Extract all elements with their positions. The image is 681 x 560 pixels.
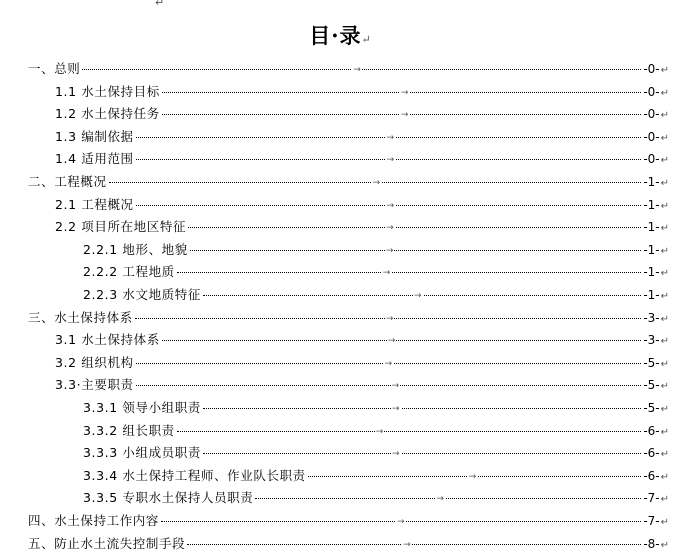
toc-entry[interactable]	[83, 239, 669, 262]
paragraph-mark: ↵	[155, 0, 165, 9]
dot-leader	[136, 381, 642, 392]
tab-mark: →	[391, 375, 401, 398]
paragraph-mark: ↵	[660, 336, 669, 348]
toc-entry-page: -3-	[643, 333, 660, 348]
toc-entry[interactable]	[83, 465, 669, 488]
toc-entry-label: 3.3.2 组长职责	[83, 422, 175, 438]
toc-entry-label: 2.2.2 工程地质	[83, 264, 175, 280]
tab-mark: →	[400, 104, 410, 127]
toc-entry-label: 1.4 适用范围	[55, 151, 134, 167]
dot-leader	[308, 471, 642, 482]
toc-entry-label: 1.1 水土保持目标	[55, 83, 160, 99]
tab-mark: →	[387, 330, 397, 353]
toc-entry-page: -1-	[643, 197, 660, 212]
paragraph-mark: ↵	[660, 268, 669, 280]
dot-leader	[187, 539, 641, 550]
tab-mark: →	[400, 82, 410, 105]
paragraph-mark: ↵	[660, 223, 669, 235]
paragraph-mark: ↵	[660, 65, 669, 76]
toc-entry-page: -5-	[643, 401, 660, 415]
toc-entry-page: -5-	[643, 378, 660, 393]
toc-entry[interactable]	[83, 487, 669, 510]
paragraph-mark: ↵	[660, 110, 669, 122]
dot-leader	[162, 87, 641, 98]
toc-entry-label: 1.2 水土保持任务	[55, 106, 160, 122]
toc-entry[interactable]	[55, 216, 669, 239]
toc-entry-label: 三、水土保持体系	[28, 309, 133, 325]
tab-mark: →	[386, 127, 396, 150]
paragraph-mark: ↵	[660, 426, 669, 438]
paragraph-mark: ↵	[660, 358, 669, 370]
toc-entry[interactable]	[83, 442, 669, 465]
toc-entry-page: -1-	[643, 242, 660, 257]
dot-leader	[162, 110, 641, 121]
tab-mark: →	[385, 308, 395, 331]
dot-leader	[177, 426, 642, 437]
toc-entry-label: 四、水土保持工作内容	[28, 513, 160, 528]
toc-entry[interactable]	[83, 397, 669, 420]
toc-entry-label: 五、防止水土流失控制手段	[28, 535, 186, 551]
paragraph-mark: ↵	[660, 155, 669, 167]
tab-mark: →	[385, 217, 395, 240]
toc-entry-page: -6-	[643, 468, 660, 483]
dot-leader	[161, 517, 641, 527]
toc-entry[interactable]	[83, 420, 669, 443]
dot-leader	[109, 178, 642, 188]
toc-entry[interactable]	[28, 307, 669, 330]
tab-mark: →	[396, 511, 406, 534]
tab-mark: →	[352, 59, 362, 82]
tab-mark: →	[435, 488, 445, 511]
toc-entry-label: 3.3.3 小组成员职责	[83, 445, 201, 461]
tab-mark: →	[384, 353, 394, 376]
tab-mark: →	[402, 534, 412, 557]
paragraph-mark: ↵	[660, 381, 669, 393]
paragraph-mark: ↵	[660, 471, 669, 483]
toc-entry-page: -8-	[643, 536, 660, 551]
toc-entry-page: -6-	[643, 423, 660, 438]
dot-leader	[255, 494, 641, 505]
toc-entry-page: -1-	[643, 175, 660, 189]
dot-leader	[136, 132, 642, 143]
dot-leader	[203, 291, 641, 301]
toc-entry-label: 3.3.5 专职水土保持人员职责	[83, 490, 254, 506]
toc-entry-label: 3.2 组织机构	[55, 354, 134, 370]
toc-entry-label: 一、总则	[28, 61, 81, 76]
toc-entry-label: 1.3 编制依据	[55, 128, 134, 144]
toc-entry-page: -6-	[643, 446, 660, 461]
dot-leader	[162, 336, 641, 347]
toc-entry-page: -7-	[643, 514, 660, 528]
toc-entry-label: 2.1 工程概况	[55, 196, 134, 212]
paragraph-mark: ↵	[660, 539, 669, 551]
toc-entry-page: -0-	[643, 84, 660, 99]
toc-entry[interactable]	[55, 103, 669, 126]
dot-leader	[82, 65, 641, 75]
toc-entry-label: 2.2.3 水文地质特征	[83, 287, 201, 302]
paragraph-mark: ↵	[660, 449, 669, 461]
toc-entry[interactable]	[28, 533, 669, 556]
dot-leader	[177, 268, 642, 279]
toc-entry-label: 3.1 水土保持体系	[55, 332, 160, 348]
toc-entry-page: -1-	[643, 288, 660, 302]
toc-entry-page: -1-	[643, 265, 660, 280]
paragraph-mark: ↵	[660, 132, 669, 144]
toc-entry-page: -3-	[643, 310, 660, 325]
toc-entry-label: 二、工程概况	[28, 174, 107, 189]
toc-entry[interactable]	[55, 81, 669, 104]
paragraph-mark: ↵	[660, 200, 669, 212]
paragraph-mark: ↵	[660, 494, 669, 506]
toc-entry-page: -1-	[643, 220, 660, 235]
tab-mark: →	[372, 172, 382, 195]
toc-entry-page: -0-	[643, 129, 660, 144]
toc-entry[interactable]	[83, 261, 669, 284]
toc-entry-page: -0-	[643, 152, 660, 167]
tab-mark: →	[385, 240, 395, 263]
paragraph-mark: ↵	[660, 291, 669, 302]
toc-entry-page: -5-	[643, 355, 660, 370]
paragraph-mark: ↵	[660, 87, 669, 99]
toc-entry[interactable]	[55, 374, 669, 397]
tab-mark: →	[391, 443, 401, 466]
toc-entry[interactable]	[28, 58, 669, 81]
toc-entry-page: -0-	[643, 107, 660, 122]
dot-leader	[136, 200, 642, 211]
toc-entry-label: 3.3·主要职责	[55, 377, 134, 393]
toc-entry-label: 3.3.4 水土保持工程师、作业队长职责	[83, 467, 306, 483]
toc-entry[interactable]	[28, 171, 669, 194]
dot-leader	[136, 358, 642, 369]
toc-entry[interactable]	[55, 148, 669, 171]
tab-mark: →	[386, 149, 396, 172]
toc-entry-label: 2.2.1 地形、地貌	[83, 241, 188, 257]
toc-entry-label: 3.3.1 领导小组职责	[83, 400, 201, 415]
tab-mark: →	[386, 195, 396, 218]
toc-entry[interactable]	[83, 284, 669, 307]
tab-mark: →	[382, 262, 392, 285]
dot-leader	[203, 449, 641, 460]
tab-mark: →	[391, 398, 401, 421]
toc-title-block	[0, 20, 681, 50]
toc-entry-label: 2.2 项目所在地区特征	[55, 219, 187, 235]
toc-entry[interactable]	[55, 352, 669, 375]
toc-entry[interactable]	[55, 194, 669, 217]
tab-mark: →	[468, 466, 478, 489]
dot-leader	[190, 245, 641, 256]
paragraph-mark: ↵	[660, 178, 669, 189]
dot-leader	[136, 155, 642, 166]
tab-mark: →	[375, 421, 385, 444]
paragraph-mark: ↵	[660, 245, 669, 257]
toc-title: 目·录	[309, 23, 362, 48]
toc-entry-page: -0-	[643, 62, 660, 76]
dot-leader	[188, 223, 641, 234]
dot-leader	[203, 404, 641, 414]
paragraph-mark: ↵	[660, 517, 669, 528]
paragraph-mark: ↵	[660, 313, 669, 325]
paragraph-mark: ↵	[660, 404, 669, 415]
dot-leader	[135, 313, 642, 324]
tab-mark: →	[413, 285, 423, 308]
toc-entry[interactable]	[55, 329, 669, 352]
paragraph-mark: ↵	[361, 33, 372, 46]
toc-entry-page: -7-	[643, 491, 660, 506]
toc-entry[interactable]	[55, 126, 669, 149]
toc-entry[interactable]	[28, 510, 669, 533]
